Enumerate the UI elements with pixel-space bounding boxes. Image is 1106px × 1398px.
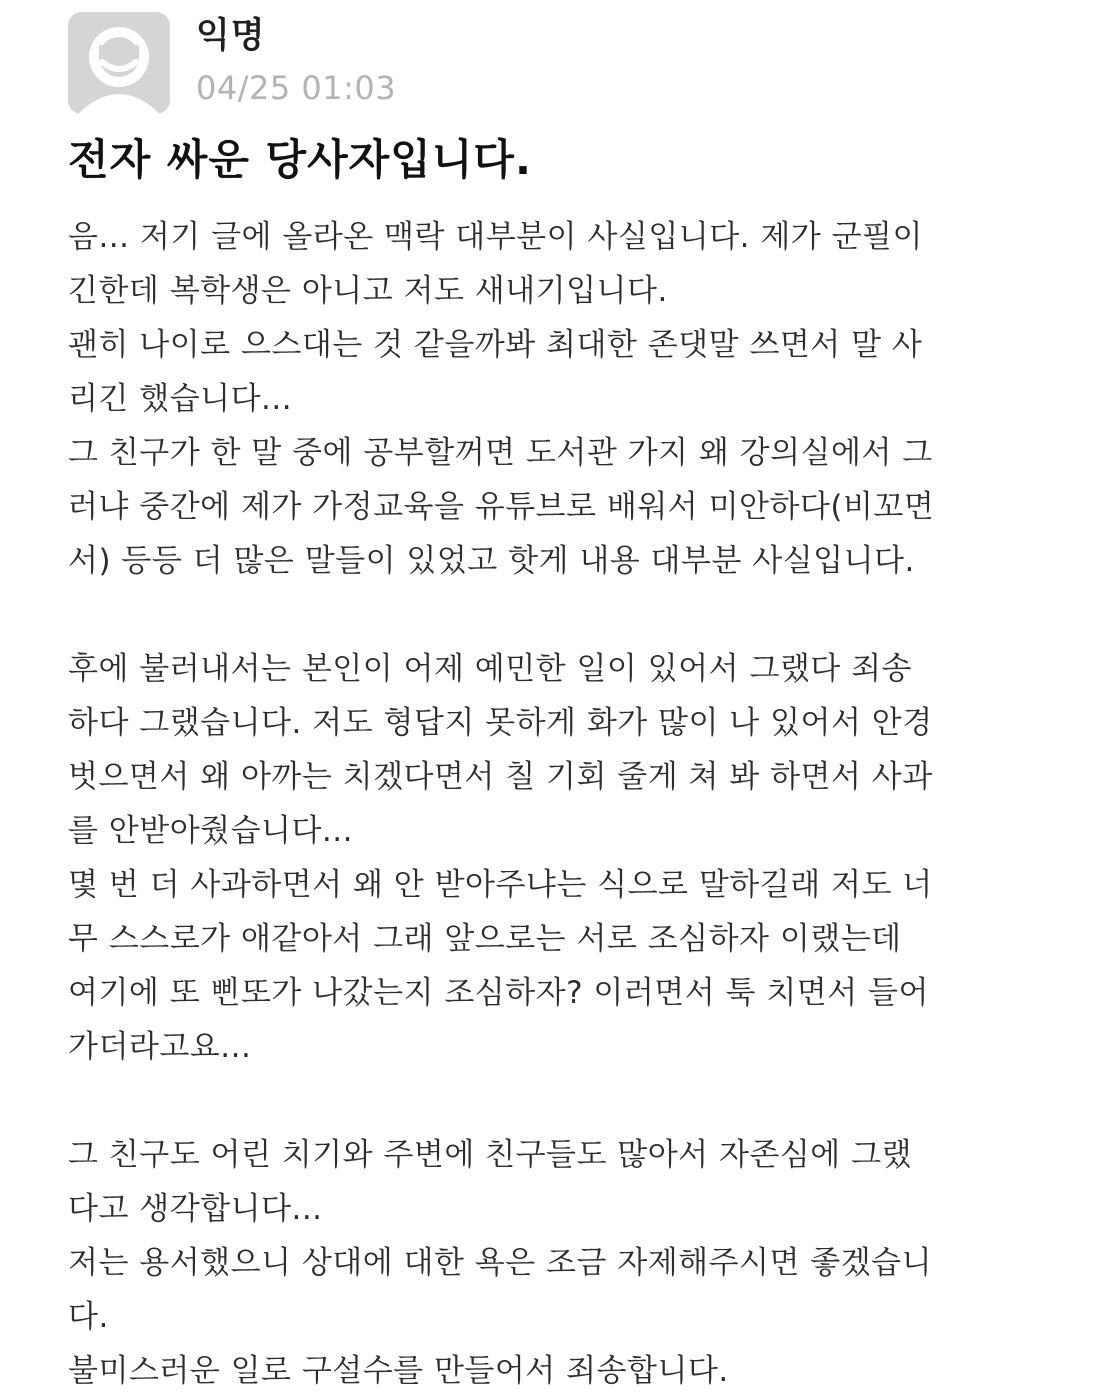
body-line: 긴한데 복학생은 아니고 저도 새내기입니다.	[68, 273, 668, 309]
body-line: 음... 저기 글에 올라온 맥락 대부분이 사실입니다. 제가 군필이	[68, 219, 923, 255]
post-header	[68, 12, 1048, 116]
body-line: 불미스러운 일로 구설수를 만들어서 죄송합니다.	[68, 1353, 729, 1389]
post-title: 전자 싸운 당사자입니다.	[68, 135, 532, 184]
body-line: 여기에 또 삔또가 나갔는지 조심하자? 이러면서 툭 치면서 들어	[68, 975, 929, 1011]
body-line: 하다 그랬습니다. 저도 형답지 못하게 화가 많이 나 있어서 안경	[68, 705, 933, 741]
body-line: 무 스스로가 애같아서 그래 앞으로는 서로 조심하자 이랬는데	[68, 921, 902, 957]
body-line: 서) 등등 더 많은 말들이 있었고 핫게 내용 대부분 사실입니다.	[68, 543, 915, 579]
body-line: 후에 불러내서는 본인이 어제 예민한 일이 있어서 그랬다 죄송	[68, 651, 912, 687]
body-line: 저는 용서했으니 상대에 대한 욕은 조금 자제해주시면 좋겠습니	[68, 1245, 933, 1281]
body-line: 그 친구가 한 말 중에 공부할꺼면 도서관 가지 왜 강의실에서 그	[68, 435, 933, 471]
body-line: 괜히 나이로 으스대는 것 같을까봐 최대한 존댓말 쓰면서 말 사	[68, 327, 923, 363]
post-timestamp: 04/25 01:03	[196, 69, 397, 107]
avatar[interactable]	[68, 12, 170, 114]
body-line: 를 안받아줬습니다...	[68, 813, 353, 849]
body-line: 다.	[68, 1299, 109, 1335]
body-line: 다고 생각합니다...	[68, 1191, 323, 1227]
body-line: 가더라고요...	[68, 1029, 252, 1065]
body-line: 그 친구도 어린 치기와 주변에 친구들도 많아서 자존심에 그랬	[68, 1137, 912, 1173]
author-name: 익명	[196, 16, 266, 56]
paragraph-spacer	[68, 588, 1058, 642]
body-line: 러냐 중간에 제가 가정교육을 유튜브로 배워서 미안하다(비꼬면	[68, 489, 935, 525]
body-line: 리긴 했습니다...	[68, 381, 293, 417]
anonymous-user-icon	[68, 12, 170, 114]
post-body	[68, 210, 1058, 1398]
body-line: 몇 번 더 사과하면서 왜 안 받아주냐는 식으로 말하길래 저도 너	[68, 867, 933, 903]
paragraph-spacer	[68, 1074, 1058, 1128]
body-line: 벗으면서 왜 아까는 치겠다면서 칠 기회 줄게 쳐 봐 하면서 사과	[68, 759, 933, 795]
